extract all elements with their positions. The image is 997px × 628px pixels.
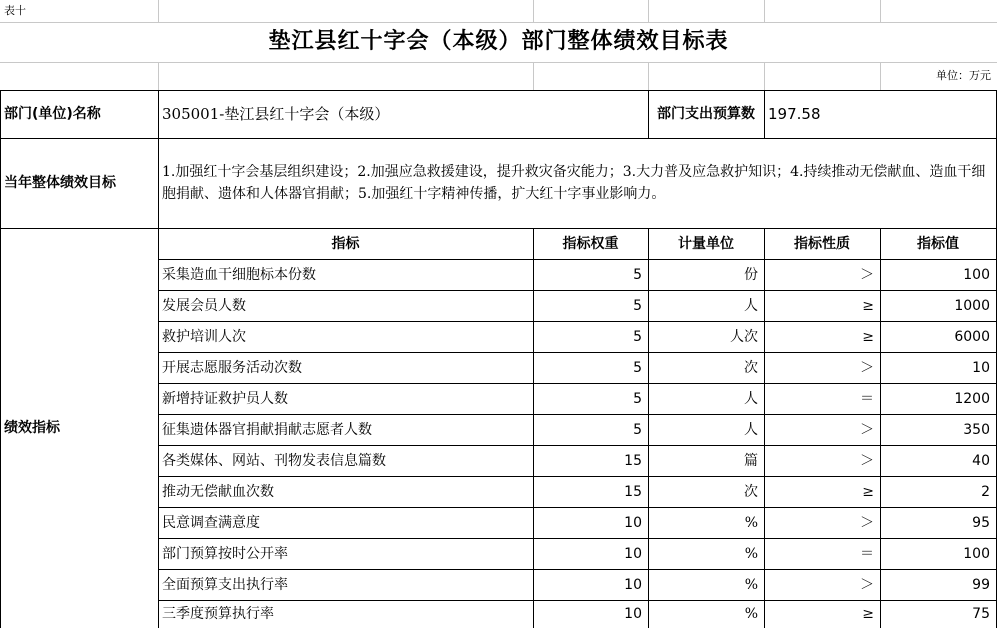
indicator-value: 1000 xyxy=(954,297,990,314)
unit-label: 单位：万元 xyxy=(936,69,991,82)
indicator-value: 75 xyxy=(972,606,990,622)
sheet-label: 表十 xyxy=(4,4,26,17)
indicator-unit: % xyxy=(744,576,758,593)
indicator-unit: 次 xyxy=(744,359,758,376)
indicator-name: 救护培训人次 xyxy=(162,328,246,345)
indicator-value: 350 xyxy=(963,421,990,438)
department-label: 部门(单位)名称 xyxy=(4,106,101,122)
indicator-unit: 次 xyxy=(744,483,758,500)
column-header-value: 指标值 xyxy=(917,235,959,252)
indicator-section-label: 绩效指标 xyxy=(4,420,60,436)
grid-line xyxy=(533,0,534,22)
indicator-name: 推动无偿献血次数 xyxy=(162,483,274,500)
column-header-unit: 计量单位 xyxy=(678,235,734,252)
indicator-weight: 5 xyxy=(633,421,642,438)
indicator-nature: ＞ xyxy=(860,266,874,283)
indicator-value: 99 xyxy=(972,576,990,593)
indicator-unit: 人 xyxy=(744,297,758,314)
indicator-weight: 15 xyxy=(624,483,642,500)
grid-line xyxy=(158,62,159,90)
indicator-unit: % xyxy=(744,545,758,562)
department-value: 305001-垫江县红十字会（本级） xyxy=(162,105,390,123)
grid-line xyxy=(764,0,765,22)
indicator-value: 40 xyxy=(972,452,990,469)
indicator-nature: ＝ xyxy=(860,545,874,562)
indicator-name: 各类媒体、网站、刊物发表信息篇数 xyxy=(162,452,386,469)
indicator-nature: ＞ xyxy=(860,452,874,469)
indicator-unit: 人次 xyxy=(730,328,758,345)
indicator-name: 新增持证救护员人数 xyxy=(162,390,288,407)
indicator-value: 2 xyxy=(981,483,990,500)
indicator-value: 1200 xyxy=(954,390,990,407)
indicator-weight: 5 xyxy=(633,328,642,345)
indicator-nature: ≥ xyxy=(862,297,874,314)
indicator-weight: 10 xyxy=(624,576,642,593)
budget-label: 部门支出预算数 xyxy=(657,106,755,122)
indicator-name: 全面预算支出执行率 xyxy=(162,576,288,593)
indicator-value: 100 xyxy=(963,545,990,562)
indicator-weight: 15 xyxy=(624,452,642,469)
indicator-unit: % xyxy=(744,606,758,622)
column-header-weight: 指标权重 xyxy=(562,235,619,252)
indicator-unit: 篇 xyxy=(744,452,758,469)
indicator-nature: ＝ xyxy=(860,390,874,407)
indicator-nature: ＞ xyxy=(860,421,874,438)
indicator-name: 征集遗体器官捐献捐献志愿者人数 xyxy=(162,421,372,438)
grid-line xyxy=(533,62,534,90)
indicator-nature: ≥ xyxy=(862,483,874,500)
page-title: 垫江县红十字会（本级）部门整体绩效目标表 xyxy=(268,29,729,54)
grid-line xyxy=(648,62,649,90)
indicator-name: 开展志愿服务活动次数 xyxy=(162,359,302,376)
goal-text: 1.加强红十字会基层组织建设；2.加强应急救援建设，提升救灾备灾能力；3.大力普及应急救护知识；4.持续推动无偿献血、造血干细胞捐献、遗体和人体器官捐献；5.加强红十字精神传播，扩大红十字事业影响力。 xyxy=(162,164,986,202)
indicator-nature: ＞ xyxy=(860,359,874,376)
indicator-nature: ≥ xyxy=(862,328,874,345)
column-header-nature: 指标性质 xyxy=(794,235,850,252)
indicator-unit: % xyxy=(744,514,758,531)
grid-line xyxy=(880,0,881,22)
indicator-weight: 5 xyxy=(633,359,642,376)
indicator-weight: 5 xyxy=(633,297,642,314)
column-header-indicator: 指标 xyxy=(331,235,360,252)
goal-label: 当年整体绩效目标 xyxy=(4,175,116,191)
grid-line xyxy=(764,62,765,90)
budget-value: 197.58 xyxy=(768,105,821,123)
indicator-nature: ≥ xyxy=(862,606,874,622)
indicator-unit: 份 xyxy=(744,266,758,283)
indicator-unit: 人 xyxy=(744,390,758,407)
indicator-weight: 10 xyxy=(624,606,642,622)
indicator-name: 采集造血干细胞标本份数 xyxy=(162,266,316,283)
indicator-nature: ＞ xyxy=(860,576,874,593)
indicator-weight: 10 xyxy=(624,514,642,531)
indicator-name: 部门预算按时公开率 xyxy=(162,545,288,562)
indicator-value: 100 xyxy=(963,266,990,283)
indicator-value: 95 xyxy=(972,514,990,531)
indicator-weight: 5 xyxy=(633,390,642,407)
grid-line xyxy=(158,0,159,22)
grid-line xyxy=(880,62,881,90)
grid-line xyxy=(648,0,649,22)
indicator-weight: 5 xyxy=(633,266,642,283)
indicator-name: 民意调查满意度 xyxy=(162,514,260,531)
indicator-name: 发展会员人数 xyxy=(162,297,246,314)
indicator-value: 10 xyxy=(972,359,990,376)
indicator-weight: 10 xyxy=(624,545,642,562)
indicator-name: 三季度预算执行率 xyxy=(162,606,274,622)
indicator-unit: 人 xyxy=(744,421,758,438)
indicator-nature: ＞ xyxy=(860,514,874,531)
indicator-value: 6000 xyxy=(954,328,990,345)
